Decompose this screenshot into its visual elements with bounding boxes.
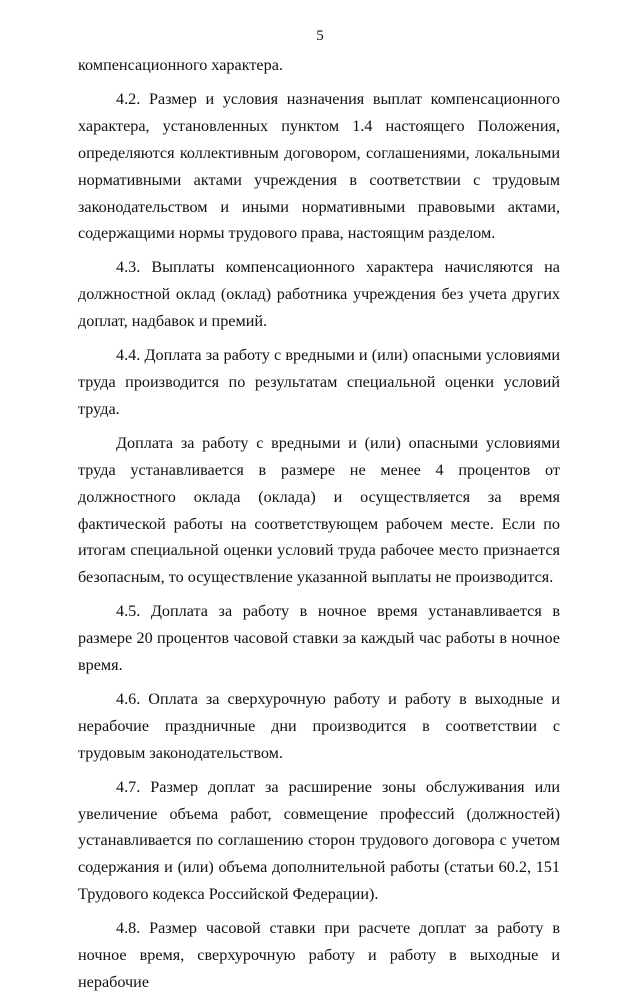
document-body bbox=[78, 52, 560, 1003]
paragraph-4-2: 4.2. Размер и условия назначения выплат компенсационного характера, установленных пунктом 1.4 настоящего Положения, определяются коллективным договором, соглашениями, локальными нормативными актами учреждения в соответствии с трудовым законодательством и иными нормативными правовыми актами, содержащими нормы трудового права, настоящим разделом. bbox=[78, 89, 560, 243]
paragraph-4-4-hazard-pay: Доплата за работу с вредными и (или) опасными условиями труда устанавливается в размере не менее 4 процентов от должностного оклада (оклада) и осуществляется за время фактической работы на соответствующем рабочем месте. Если по итогам специальной оценки условий труда рабочее место признается безопасным, то осуществление указанной выплаты не производится. bbox=[78, 433, 560, 587]
paragraph-4-5: 4.5. Доплата за работу в ночное время устанавливается в размере 20 процентов часовой ставки за каждый час работы в ночное время. bbox=[78, 602, 560, 675]
paragraph-4-3: 4.3. Выплаты компенсационного характера начисляются на должностной оклад (оклад) работника учреждения без учета других доплат, надбавок и премий. bbox=[78, 258, 560, 331]
page-number: 5 bbox=[316, 28, 324, 44]
paragraph-4-4: 4.4. Доплата за работу с вредными и (или) опасными условиями труда производится по результатам специальной оценки условий труда. bbox=[78, 346, 560, 418]
paragraph-4-6: 4.6. Оплата за сверхурочную работу и работу в выходные и нерабочие праздничные дни производится в соответствии с трудовым законодательством. bbox=[78, 689, 560, 762]
paragraph-continuation: компенсационного характера. bbox=[78, 56, 283, 74]
paragraph-4-7: 4.7. Размер доплат за расширение зоны обслуживания или увеличение объема работ, совмещение профессий (должностей) устанавливается по соглашению сторон трудового договора с учетом содержания и (или) объема дополнительной работы (статьи 60.2, 151 Трудового кодекса Российской Федерации). bbox=[78, 777, 560, 904]
paragraph-4-8: 4.8. Размер часовой ставки при расчете доплат за работу в ночное время, сверхурочную работу и работу в выходные и нерабочие bbox=[78, 919, 560, 991]
